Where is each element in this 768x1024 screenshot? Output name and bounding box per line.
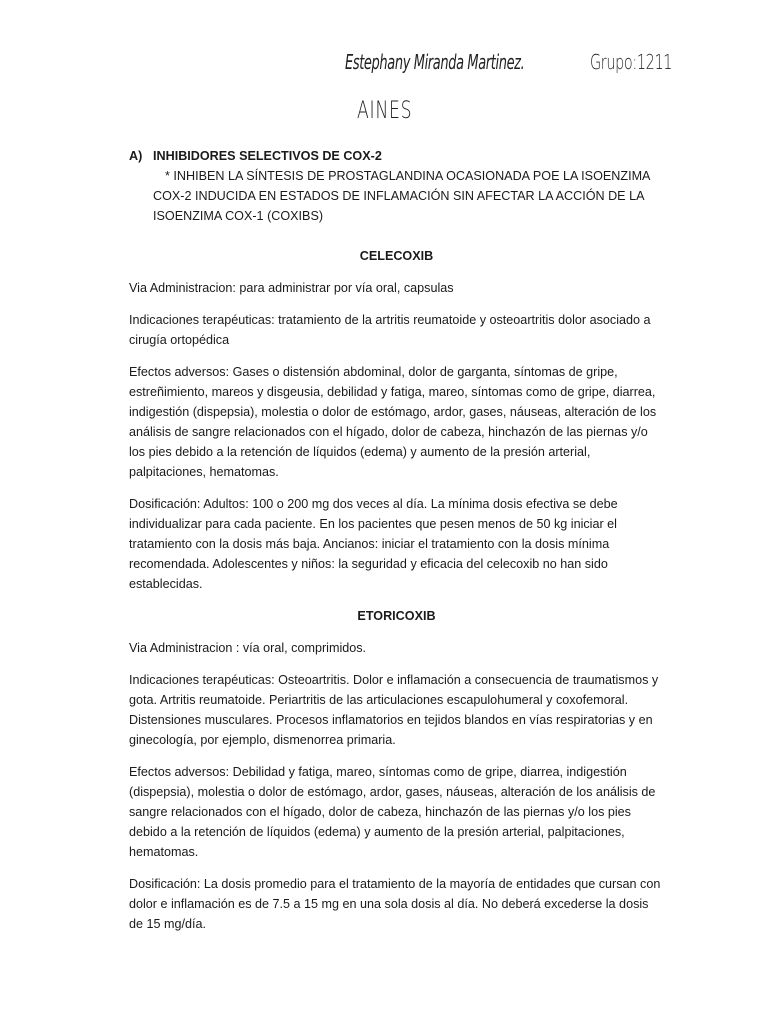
group-label: Grupo:1211 [590, 50, 673, 74]
drug-title: ETORICOXIB [357, 609, 436, 623]
drug-efectos: Efectos adversos: Gases o distensión abdominal, dolor de garganta, síntomas de gripe, estreñimiento, mareos y disgeusia, debilidad y fatiga, mareo, síntomas como de gripe, diarrea, indigestión (dispepsia), molestia o dolor de estómago, ardor, gases, náuseas, alteración de los análisis de sangre relacionados con el hígado, dolor de cabeza, hinchazón de las piernas y/o los pies debido a la retención de líquidos (edema) y aumento de la presión arterial, palpitaciones, hematomas. [129, 365, 657, 479]
section-letter: A) [129, 149, 143, 163]
section-heading [129, 146, 664, 166]
drug-indicaciones: Indicaciones terapéuticas: Osteoartritis. Dolor e inflamación a consecuencia de traumatismos y gota. Artritis reumatoide. Periartritis de las articulaciones escapulohumeral y coxofemoral. Distensiones musculares. Procesos inflamatorios en tejidos blandos en vías respiratorias y en ginecología, por ejemplo, dismenorrea primaria. [129, 673, 659, 747]
drug-dosificacion: Dosificación: Adultos: 100 o 200 mg dos veces al día. La mínima dosis efectiva se debe individualizar para cada paciente. En los pacientes que pesen menos de 50 kg iniciar el tratamiento con la dosis más baja. Ancianos: iniciar el tratamiento con la dosis mínima recomendada. Adolescentes y niños: la seguridad y eficacia del celecoxib no han sido establecidas. [129, 497, 618, 591]
drug-dosificacion: Dosificación: La dosis promedio para el tratamiento de la mayoría de entidades que cursan con dolor e inflamación es de 7.5 a 15 mg en una sola dosis al día. No deberá excederse la dosis de 15 mg/día. [129, 877, 661, 931]
drug-efectos: Efectos adversos: Debilidad y fatiga, mareo, síntomas como de gripe, diarrea, indigestión (dispepsia), molestia o dolor de estómago, ardor, gases, náuseas, alteración de los análisis de sangre relacionados con el hígado, dolor de cabeza, hinchazón de las piernas y/o los pies debido a la retención de líquidos (edema) y aumento de la presión arterial, palpitaciones, hematomas. [129, 765, 656, 859]
drug-via: Via Administracion : vía oral, comprimidos. [129, 641, 367, 655]
drug-section-celecoxib [129, 246, 664, 594]
section-intro [153, 166, 664, 226]
section-heading-text: INHIBIDORES SELECTIVOS DE COX-2 [153, 149, 382, 163]
author-name: Estephany Miranda Martinez. [345, 50, 525, 74]
section-intro-text: * INHIBEN LA SÍNTESIS DE PROSTAGLANDINA OCASIONADA POE LA ISOENZIMA COX-2 INDUCIDA EN ESTADOS DE INFLAMACIÓN SIN AFECTAR LA ACCIÓN DE LA ISOENZIMA COX-1 (COXIBS) [153, 169, 650, 223]
drug-title: CELECOXIB [359, 249, 434, 263]
document-body [129, 146, 664, 946]
drug-via: Via Administracion: para administrar por vía oral, capsulas [129, 281, 454, 295]
page-title: AINES [357, 96, 413, 124]
drug-section-etoricoxib [129, 606, 664, 934]
drug-indicaciones: Indicaciones terapéuticas: tratamiento de la artritis reumatoide y osteoartritis dolor asociado a cirugía ortopédica [129, 313, 651, 347]
